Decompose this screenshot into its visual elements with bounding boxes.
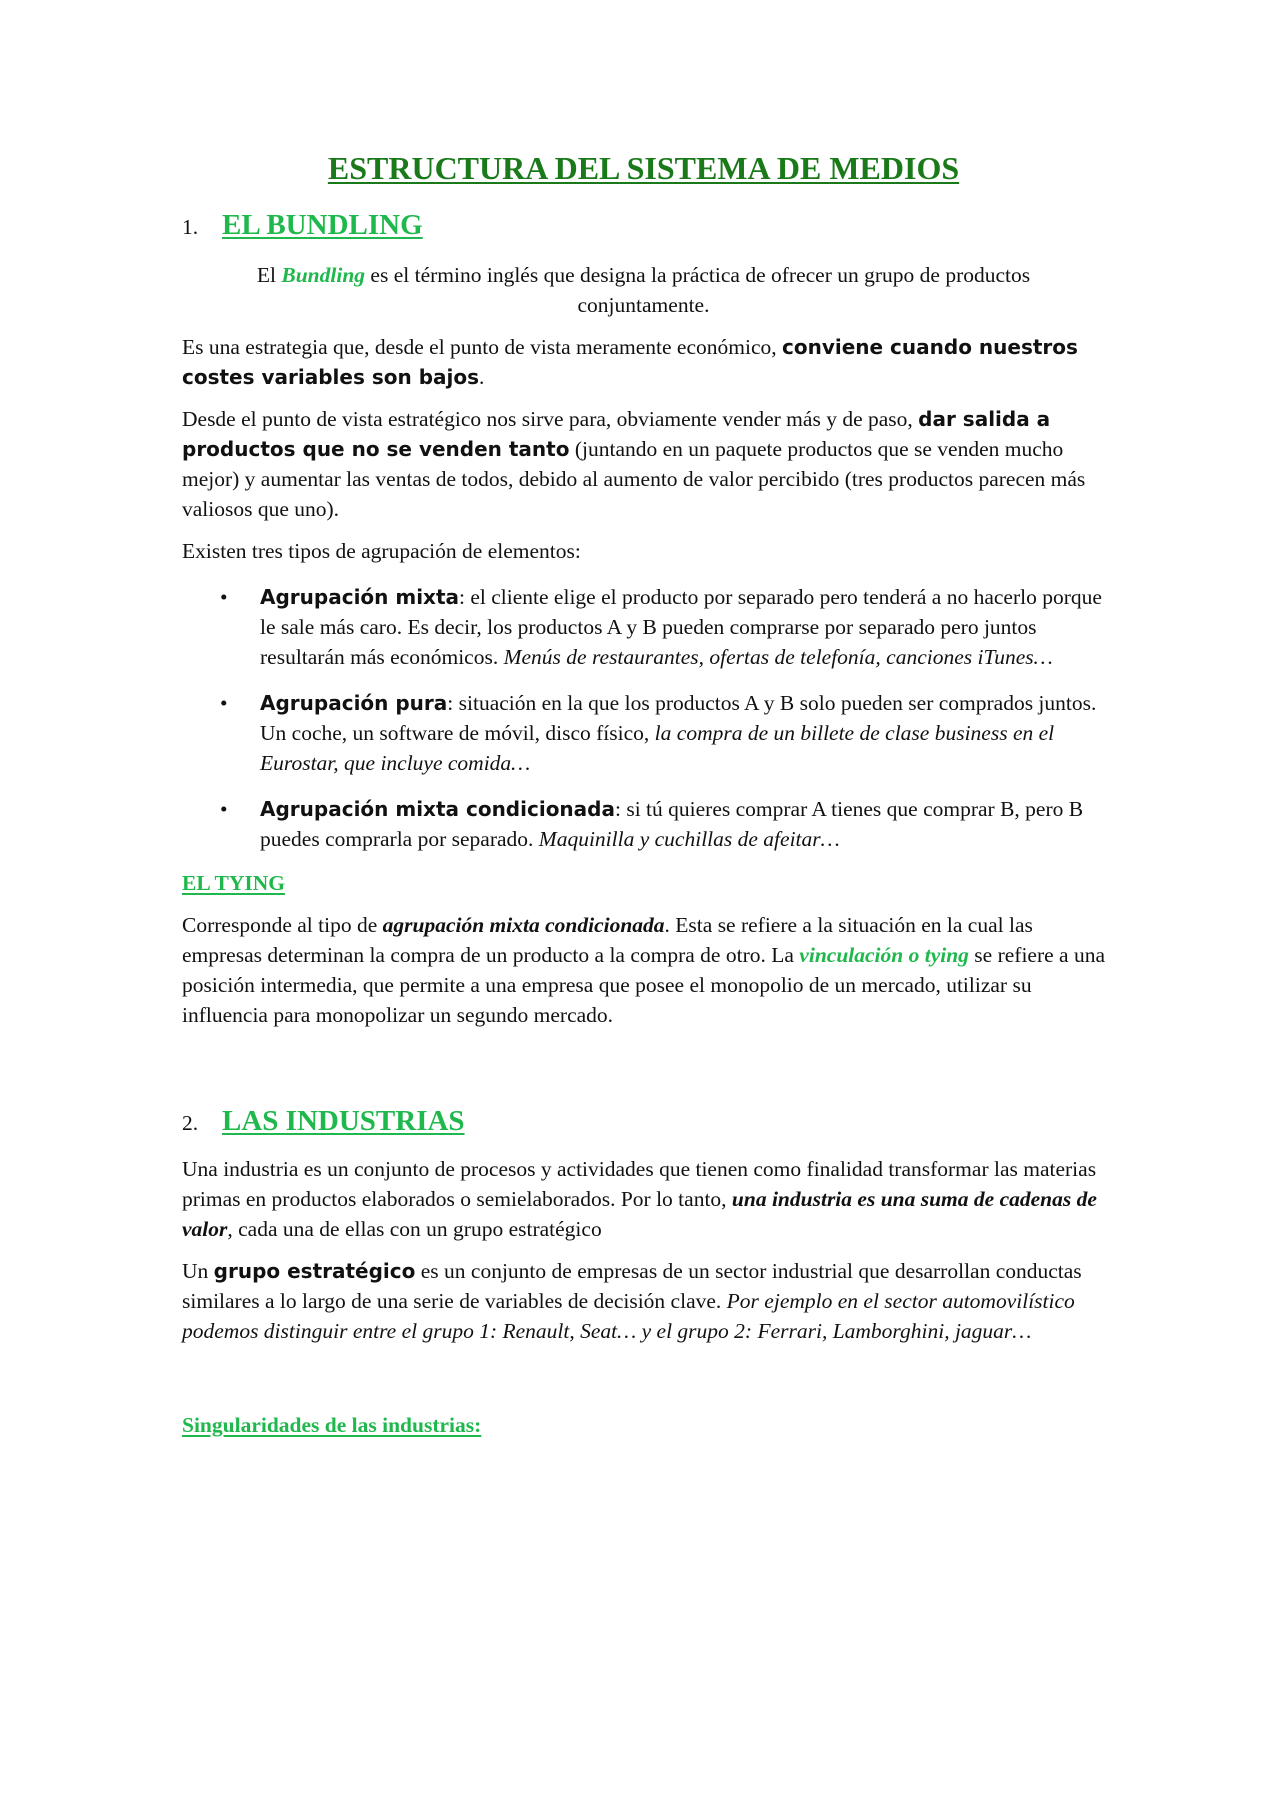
bullet-icon: • — [220, 797, 228, 821]
section-1-heading — [182, 206, 1105, 246]
p1-bold: conviene cuando nuestros costes variables son bajos — [182, 335, 1078, 389]
bullet-icon: • — [220, 585, 228, 609]
list-item-example: Menús de restaurantes, ofertas de telefonía, canciones iTunes… — [503, 645, 1053, 669]
ind-p2-bold: grupo estratégico — [213, 1259, 416, 1283]
list-item-text: : situación en la que los productos A y B solo pueden ser comprados juntos. Un coche, un software de móvil, disco físico, — [260, 691, 1097, 745]
ind-p2-mid: es un conjunto de empresas de un sector industrial que desarrollan conductas similares a lo largo de una serie de variables de decisión clave. — [182, 1259, 1082, 1313]
list-item-text: : el cliente elige el producto por separado pero tenderá a no hacerlo porque le sale más caro. Es decir, los productos A y B pueden comprarse por separado pero juntos resultarán más económicos. — [260, 585, 1102, 669]
grouping-types-list — [182, 582, 1105, 854]
list-item — [182, 582, 1105, 672]
ind-p1-pre: Una industria es un conjunto de procesos y actividades que tienen como finalidad transformar las materias primas en productos elaborados o semielaborados. Por lo tanto, — [182, 1157, 1097, 1211]
tying-bold-italic: agrupación mixta condicionada — [382, 913, 665, 937]
tying-pre: Corresponde al tipo de — [182, 913, 383, 937]
bundling-intro — [182, 260, 1105, 320]
p1-post: . — [479, 365, 485, 389]
section-2-title: LAS INDUSTRIAS — [222, 1105, 465, 1137]
tying-paragraph — [182, 910, 1105, 1030]
singularities-heading: Singularidades de las industrias: — [182, 1413, 482, 1437]
list-item-text: : si tú quieres comprar A tienes que comprar B, pero B puedes comprarla por separado. — [260, 797, 1084, 851]
list-item-title: Agrupación mixta — [260, 585, 460, 609]
p1-pre: Es una estrategia que, desde el punto de vista meramente económico, — [182, 335, 782, 359]
list-item-example: Maquinilla y cuchillas de afeitar… — [538, 827, 840, 851]
ind-p2-pre: Un — [182, 1259, 214, 1283]
intro-post: es el término inglés que designa la práctica de ofrecer un grupo de productos conjuntamente. — [365, 263, 1031, 317]
bundling-term: Bundling — [281, 263, 366, 287]
list-item-title: Agrupación pura — [260, 691, 448, 715]
list-item — [182, 794, 1105, 854]
bullet-icon: • — [220, 691, 228, 715]
p2-bold: dar salida a productos que no se venden tanto — [182, 407, 1051, 461]
section-2-heading — [182, 1102, 1105, 1142]
page-title: ESTRUCTURA DEL SISTEMA DE MEDIOS — [327, 150, 960, 186]
bundling-paragraph-2 — [182, 404, 1105, 524]
list-item — [182, 688, 1105, 778]
tying-mid: . Esta se refiere a la situación en la cual las empresas determinan la compra de un producto a la compra de otro. La — [182, 913, 1033, 967]
intro-pre: El — [256, 263, 282, 287]
bundling-paragraph-3: Existen tres tipos de agrupación de elementos: — [182, 539, 581, 563]
p2-post: (juntando en un paquete productos que se venden mucho mejor) y aumentar las ventas de todos, debido al aumento de valor percibido (tres productos parecen más valiosos que uno). — [182, 437, 1086, 521]
ind-p1-post: , cada una de ellas con un grupo estratégico — [227, 1217, 602, 1241]
p2-pre: Desde el punto de vista estratégico nos sirve para, obviamente vender más y de paso, — [182, 407, 919, 431]
bundling-paragraph-1 — [182, 332, 1105, 392]
tying-post: se refiere a una posición intermedia, que permite a una empresa que posee el monopolio de un mercado, utilizar su influencia para monopolizar un segundo mercado. — [182, 943, 1105, 1027]
section-1-title: EL BUNDLING — [222, 209, 423, 241]
tying-term: vinculación o tying — [799, 943, 969, 967]
industries-paragraph-2 — [182, 1256, 1105, 1346]
industries-paragraph-1 — [182, 1154, 1105, 1244]
ind-p2-italic: Por ejemplo en el sector automovilístico podemos distinguir entre el grupo 1: Renault, Seat… y el grupo 2: Ferrari, Lamborghini, jaguar… — [182, 1289, 1075, 1343]
section-1-number: 1. — [182, 215, 199, 239]
tying-heading: EL TYING — [182, 871, 285, 895]
list-item-example: la compra de un billete de clase business en el Eurostar, que incluye comida… — [260, 721, 1055, 775]
section-2-number: 2. — [182, 1111, 199, 1135]
list-item-title: Agrupación mixta condicionada — [260, 797, 615, 821]
ind-p1-bold-italic: una industria es una suma de cadenas de valor — [182, 1187, 1097, 1241]
